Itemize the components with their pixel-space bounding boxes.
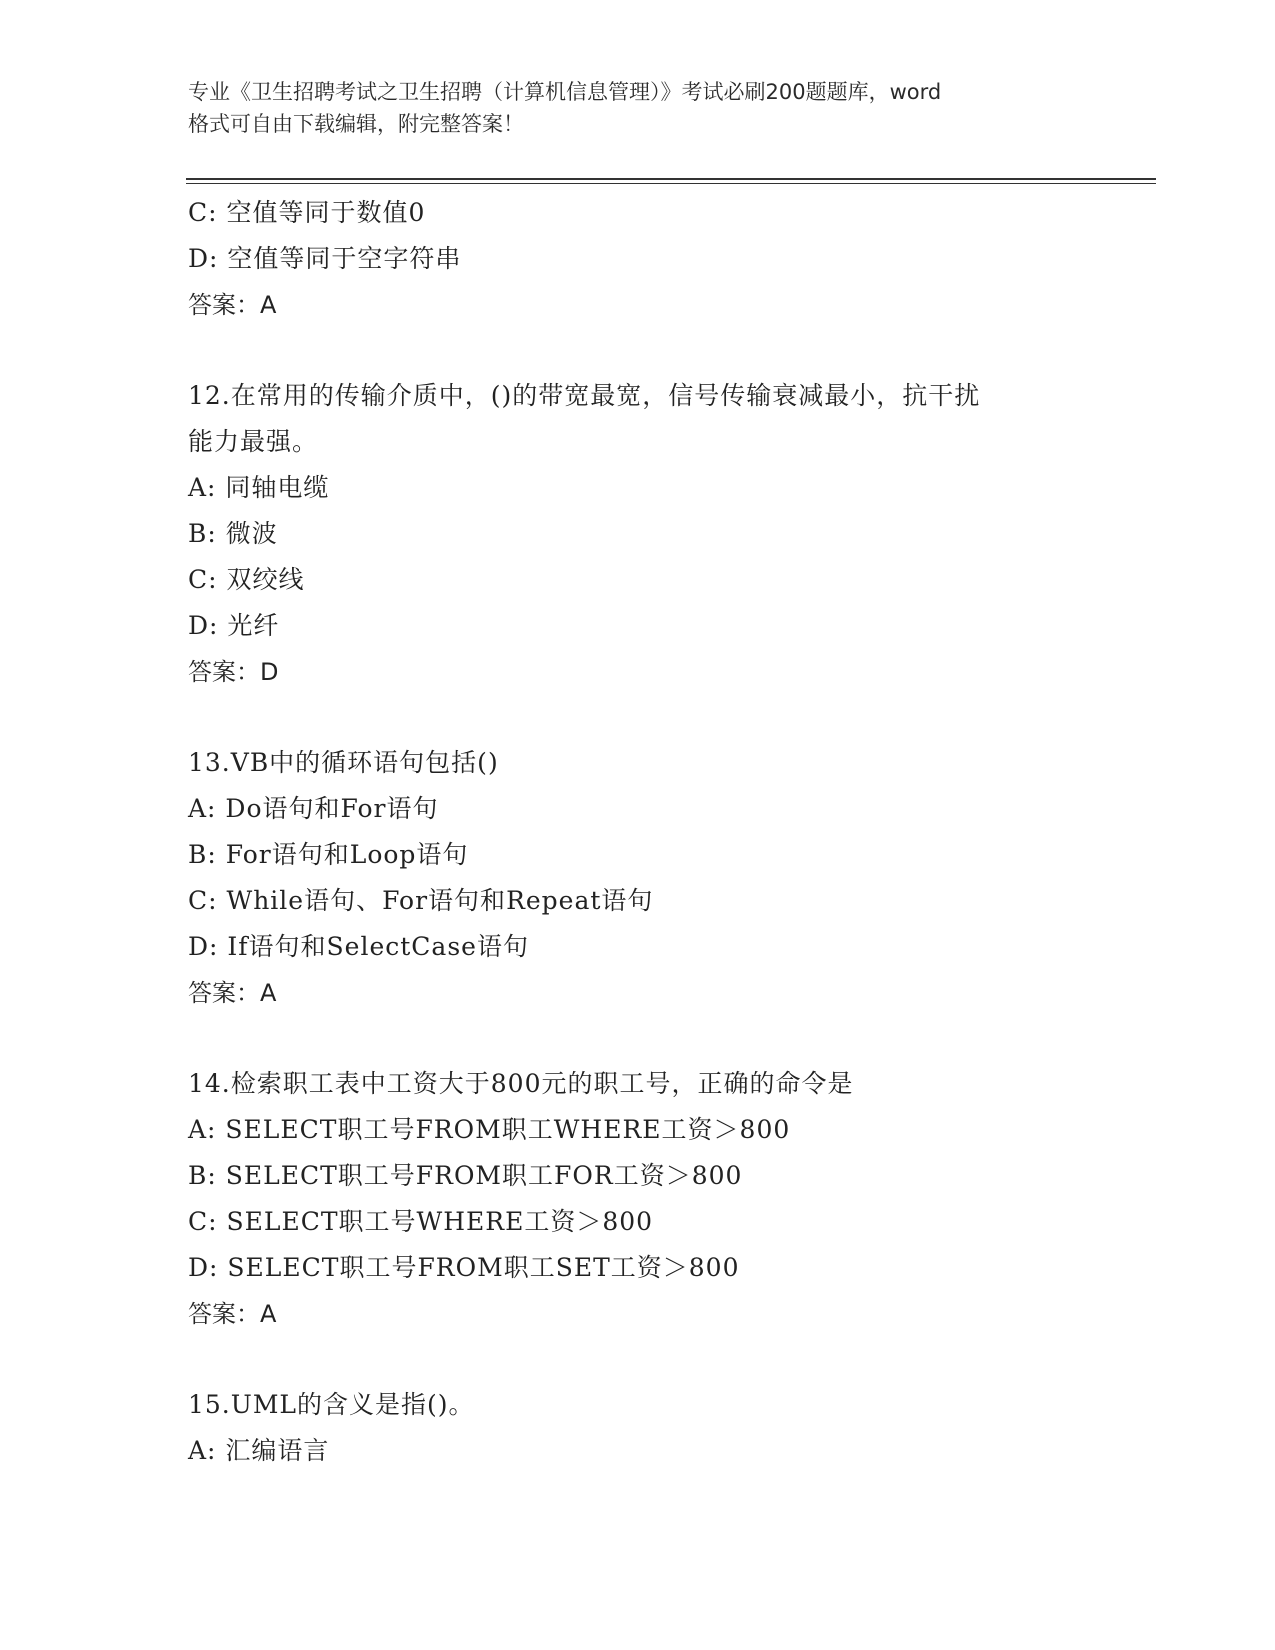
option-b: B: 微波 bbox=[188, 519, 278, 548]
question-text: 13.VB中的循环语句包括() bbox=[188, 748, 499, 777]
question-text-line-2: 能力最强。 bbox=[188, 427, 319, 456]
header-divider bbox=[186, 178, 1156, 184]
spacer bbox=[188, 695, 1088, 740]
question-15 bbox=[188, 1382, 1088, 1474]
answer: 答案：A bbox=[188, 979, 277, 1007]
answer: 答案：A bbox=[188, 1300, 277, 1328]
question-11-tail bbox=[188, 190, 1088, 328]
option-c: C: 空值等同于数值0 bbox=[188, 198, 426, 227]
question-text: 14.检索职工表中工资大于800元的职工号，正确的命令是 bbox=[188, 1069, 854, 1098]
option-a: A: 同轴电缆 bbox=[188, 473, 330, 502]
option-d: D: If语句和SelectCase语句 bbox=[188, 932, 529, 961]
option-d: D: 光纤 bbox=[188, 611, 280, 640]
option-b: B: For语句和Loop语句 bbox=[188, 840, 469, 869]
spacer bbox=[188, 1337, 1088, 1382]
option-c: C: 双绞线 bbox=[188, 565, 305, 594]
answer: 答案：D bbox=[188, 658, 279, 686]
question-text-line-1: 12.在常用的传输介质中，()的带宽最宽，信号传输衰减最小，抗干扰 bbox=[188, 381, 981, 410]
answer: 答案：A bbox=[188, 291, 277, 319]
option-d: D: SELECT职工号FROM职工SET工资＞800 bbox=[188, 1253, 740, 1282]
question-14 bbox=[188, 1061, 1088, 1337]
option-a: A: Do语句和For语句 bbox=[188, 794, 439, 823]
spacer bbox=[188, 328, 1088, 373]
option-a: A: 汇编语言 bbox=[188, 1436, 330, 1465]
option-a: A: SELECT职工号FROM职工WHERE工资＞800 bbox=[188, 1115, 791, 1144]
page-header bbox=[188, 76, 1088, 140]
question-text: 15.UML的含义是指()。 bbox=[188, 1390, 475, 1419]
question-13 bbox=[188, 740, 1088, 1016]
option-c: C: SELECT职工号WHERE工资＞800 bbox=[188, 1207, 654, 1236]
header-line-1: 专业《卫生招聘考试之卫生招聘（计算机信息管理）》考试必刷200题题库，word bbox=[188, 80, 942, 104]
option-b: B: SELECT职工号FROM职工FOR工资＞800 bbox=[188, 1161, 743, 1190]
question-12 bbox=[188, 373, 1088, 695]
option-d: D: 空值等同于空字符串 bbox=[188, 244, 462, 273]
spacer bbox=[188, 1016, 1088, 1061]
option-c: C: While语句、For语句和Repeat语句 bbox=[188, 886, 654, 915]
document-body bbox=[188, 190, 1088, 1474]
header-line-2: 格式可自由下载编辑，附完整答案！ bbox=[188, 112, 524, 136]
